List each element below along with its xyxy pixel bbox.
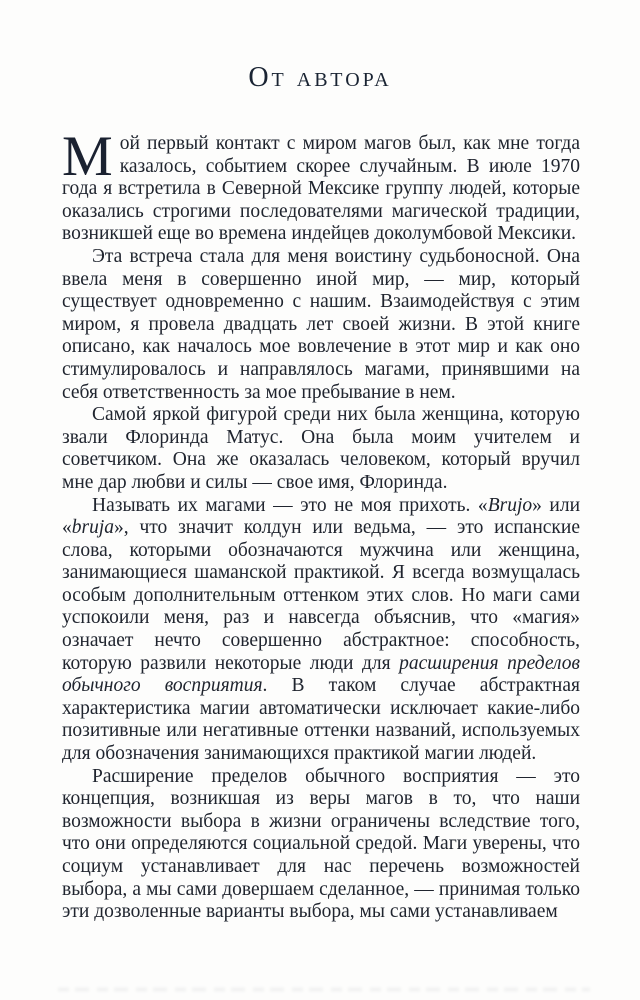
text-run: » или «	[62, 494, 581, 539]
paragraph	[62, 246, 580, 404]
text-run: Называть их магами — это не моя прихоть. «	[92, 494, 488, 516]
italic-run: расширения пределов обычного восприятия	[62, 652, 580, 697]
paragraph	[62, 495, 580, 766]
text-run: Эта встреча стала для меня воистину судьбоносной. Она ввела меня в совершенно иной мир, — мир, который существует одновременно с нашим. Взаимодействуя с этим миром, я провела двадцать лет своей жизни. В этой книге описано, как началось мое вовлечение в этот мир и как оно стимулировалось и направлялось магами, принявшими на себя ответственность за мое пребывание в нем.	[62, 245, 580, 403]
italic-run: bruja	[71, 517, 115, 539]
text-run: Самой яркой фигурой среди них была женщина, которую звали Флоринда Матус. Она была моим учителем и советчиком. Она же оказалась человеком, который вручил мне дар любви и силы — свое имя, Флоринда.	[62, 404, 580, 493]
chapter-title: От автора	[248, 62, 392, 93]
page-bleed-through	[58, 982, 590, 998]
drop-cap: М	[62, 125, 113, 188]
text-body	[62, 125, 581, 924]
paragraph	[62, 404, 580, 494]
text-run: », что значит колдун или ведьма, — это испанские слова, которыми обозначаются мужчина или женщина, занимающиеся шаманской практикой. Я всегда возмущалась особым дополнительным оттенком этих слов. Но маги сами успокоили меня, раз и навсегда объяснив, что «магия» означает нечто совершенно абстрактное: способность, которую развили некоторые люди для	[62, 517, 580, 674]
italic-run: Brujo	[487, 494, 533, 516]
text-run: . В таком случае абстрактная характеристика магии автоматически исключает какие-либо позитивные или негативные оттенки названий, используемых для обозначения занимающихся практикой магии людей.	[62, 675, 580, 765]
text-run: Расширение пределов обычного восприятия — это концепция, возникшая из веры магов в то, что наши возможности выбора в жизни ограничены вследствие того, что они определяются социальной средой. Маги уверены, что социум устанавливает для нас перечень возможностей выбора, а мы сами довершаем сделанное, — принимая только эти дозволенные варианты выбора, мы сами устанавливаем	[62, 765, 580, 923]
paragraph	[62, 766, 580, 924]
paragraph	[62, 125, 580, 246]
text-run: ой первый контакт с миром магов был, как мне тогда казалось, событием скорее случайным. В июле 1970 года я встретила в Северной Мексике группу людей, которые оказались строгими последователями магической традиции, возникшей еще во времена индейцев доколумбовой Мексики.	[62, 133, 580, 245]
